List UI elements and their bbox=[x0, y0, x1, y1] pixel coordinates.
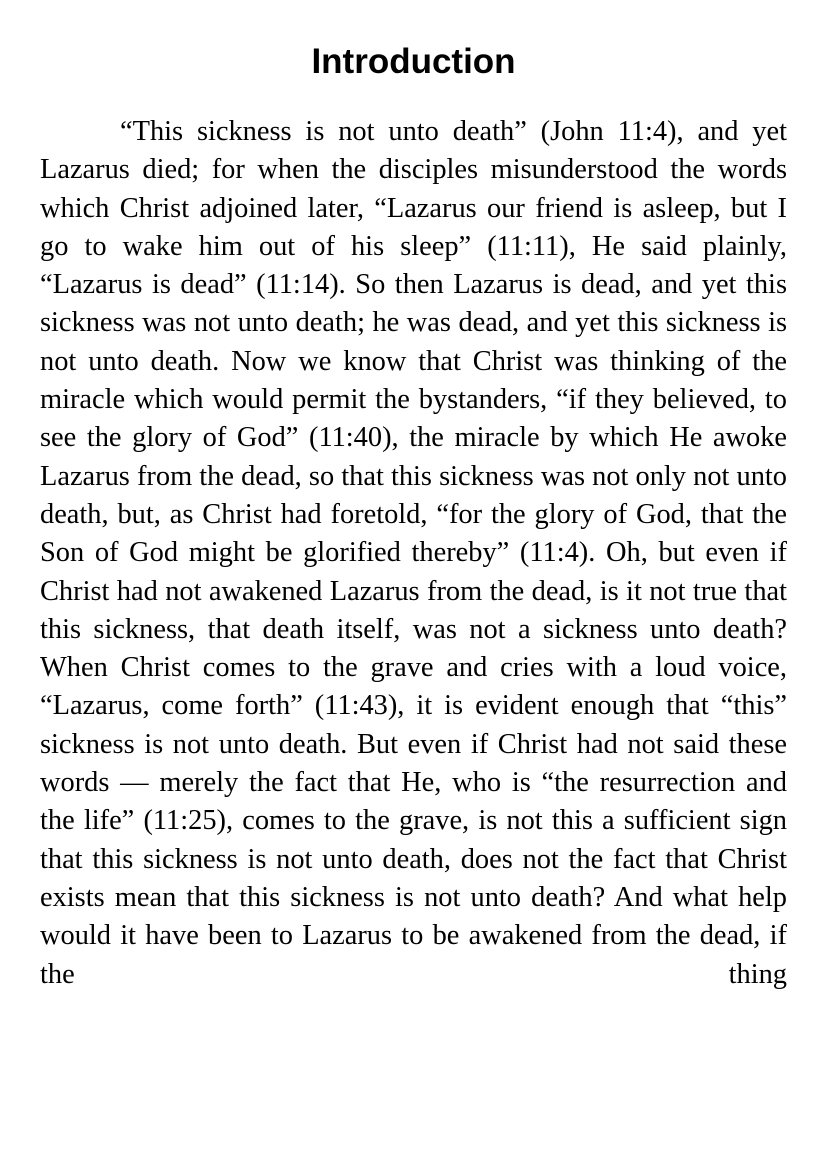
body-paragraph: “This sickness is not unto death” (John 11:4), and yet Lazarus died; for when the disciples misunderstood the words which Christ adjoined later, “Lazarus our friend is asleep, but I go to wake him out of his sleep” (11:11), He said plainly, “Lazarus is dead” (11:14). So then Lazarus is dead, and yet this sickness was not unto death; he was dead, and yet this sickness is not unto death. Now we know that Christ was thinking of the miracle which would permit the bystanders, “if they believed, to see the glory of God” (11:40), the miracle by which He awoke Lazarus from the dead, so that this sickness was not only not unto death, but, as Christ had foretold, “for the glory of God, that the Son of God might be glorified thereby” (11:4). Oh, but even if Christ had not awakened Lazarus from the dead, is it not true that this sickness, that death itself, was not a sickness unto death? When Christ comes to the grave and cries with a loud voice, “Lazarus, come forth” (11:43), it is evident enough that “this” sickness is not unto death. But even if Christ had not said these words — merely the fact that He, who is “the resurrection and the life” (11:25), comes to the grave, is not this a sufficient sign that this sickness is not unto death, does not the fact that Christ exists mean that this sickness is not unto death? And what help would it have been to Lazarus to be awakened from the dead, if the thing bbox=[40, 116, 787, 990]
page-title: Introduction bbox=[311, 42, 516, 81]
